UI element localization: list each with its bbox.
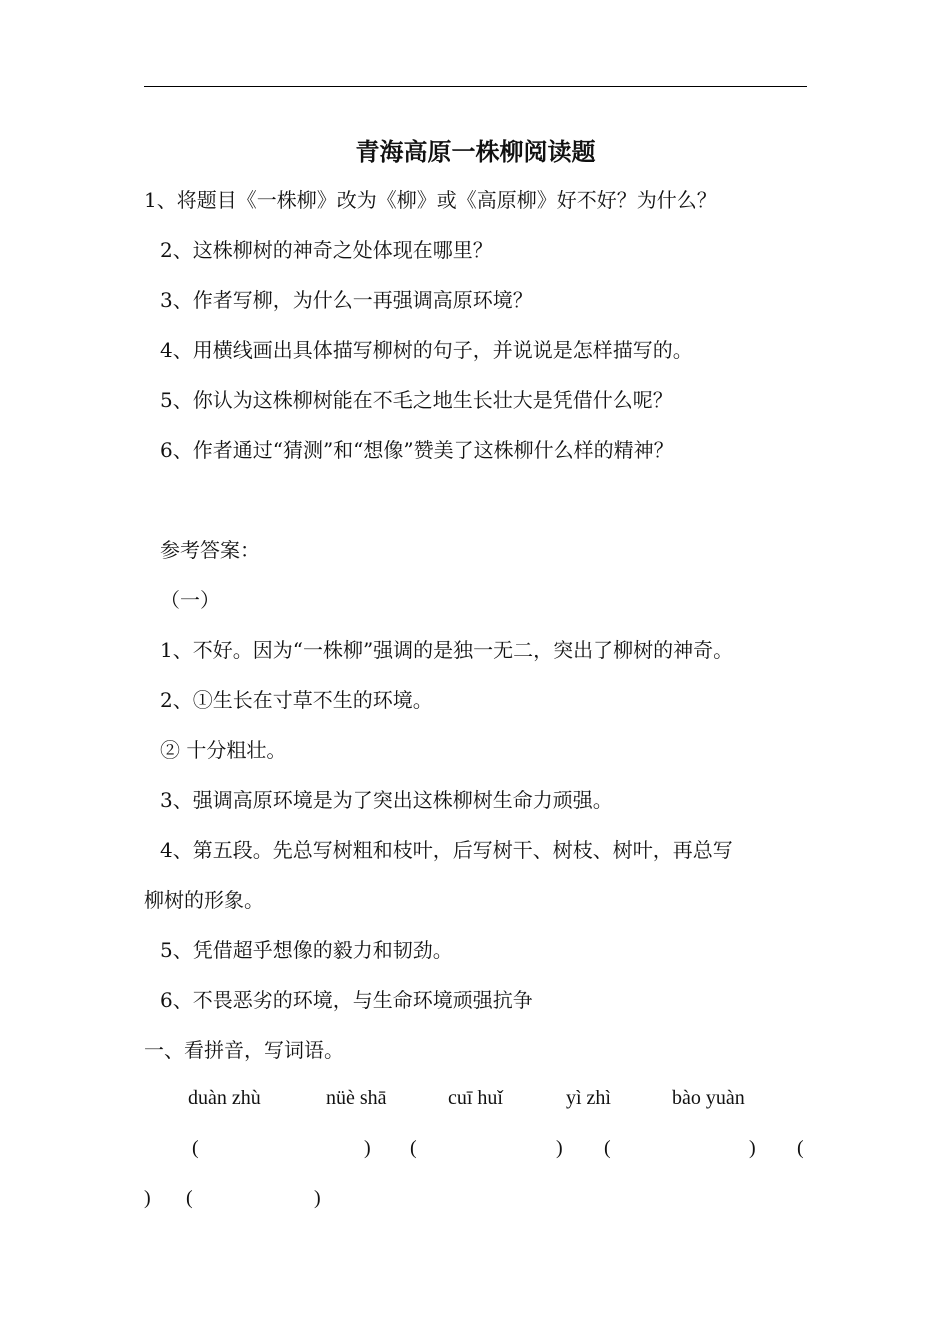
blank-5-close: ) (314, 1187, 321, 1209)
answer-4-continued: 柳树的形象。 (144, 888, 264, 912)
answer-5: 5、凭借超乎想像的毅力和韧劲。 (160, 938, 453, 962)
blank-4-close: ) (144, 1187, 151, 1209)
page-title: 青海高原一株柳阅读题 (355, 137, 596, 166)
answer-3: 3、强调高原环境是为了突出这株柳树生命力顽强。 (160, 788, 613, 812)
question-5: 5、你认为这株柳树能在不毛之地生长壮大是凭借什么呢？ (160, 388, 673, 412)
blank-2-open: ( (410, 1137, 417, 1159)
answer-6: 6、不畏恶劣的环境，与生命环境顽强抗争 (160, 988, 533, 1012)
blank-1-close: ) (364, 1137, 371, 1159)
pinyin-1: duàn zhù (188, 1087, 261, 1109)
blank-1-open: ( (192, 1137, 199, 1159)
blank-4-open: ( (797, 1137, 804, 1159)
blank-5-open: ( (186, 1187, 193, 1209)
answers-heading: 参考答案： (160, 538, 260, 562)
exercise-heading: 一、看拼音，写词语。 (144, 1038, 344, 1062)
answer-2a: 2、①生长在寸草不生的环境。 (160, 688, 433, 712)
header-rule (144, 86, 807, 87)
answer-1: 1、不好。因为“一株柳”强调的是独一无二，突出了柳树的神奇。 (160, 638, 734, 662)
pinyin-4: yì zhì (566, 1087, 611, 1109)
question-1: 1、将题目《一株柳》改为《柳》或《高原柳》好不好？为什么？ (144, 188, 717, 212)
answer-4: 4、第五段。先总写树粗和枝叶，后写树干、树枝、树叶，再总写 (160, 838, 733, 862)
question-3: 3、作者写柳，为什么一再强调高原环境？ (160, 288, 533, 312)
question-6: 6、作者通过“猜测”和“想像”赞美了这株柳什么样的精神？ (160, 438, 674, 462)
blank-2-close: ) (556, 1137, 563, 1159)
pinyin-3: cuī huǐ (448, 1087, 503, 1109)
blank-3-close: ) (749, 1137, 756, 1159)
blank-3-open: ( (604, 1137, 611, 1159)
answers-section: （一） (160, 588, 220, 612)
question-4: 4、用横线画出具体描写柳树的句子，并说说是怎样描写的。 (160, 338, 693, 362)
question-2: 2、这株柳树的神奇之处体现在哪里？ (160, 238, 493, 262)
pinyin-2: nüè shā (326, 1087, 387, 1109)
answer-2b: ② 十分粗壮。 (160, 738, 287, 762)
pinyin-5: bào yuàn (672, 1087, 745, 1109)
